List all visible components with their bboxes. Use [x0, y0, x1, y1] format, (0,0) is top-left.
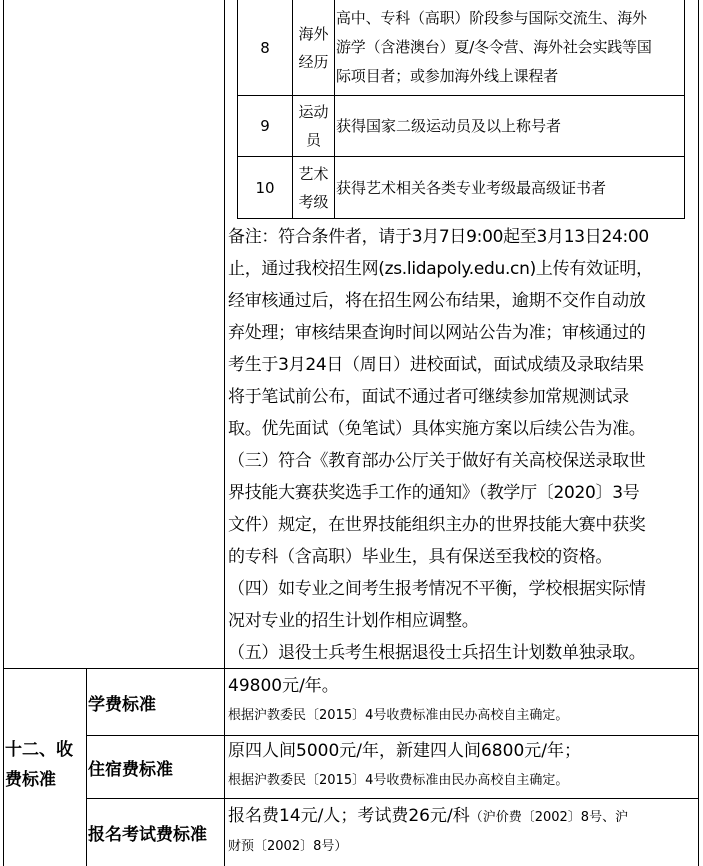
item-category: 艺术 考级	[298, 164, 329, 211]
fee-label-tuition: 学费标准	[88, 694, 156, 715]
fee-label-col-border	[86, 668, 87, 866]
outer-left-border	[3, 0, 4, 866]
item-number: 9	[260, 117, 270, 135]
item-description: 获得艺术相关各类专业考级最高级证书者	[336, 178, 607, 197]
label-column-border	[224, 0, 225, 866]
item-number: 8	[260, 38, 270, 57]
notes-paragraph: 备注：符合条件者，请于3月7日9:00起至3月13日24:00 止，通过我校招生网(zs.lidapoly.edu.cn)上传有效证明， 经审核通过后，将在招生网公布结果，逾期不交作自动放 弃处理；审核结果查询时间以网站公告为准；审核通过的 考生于3月24日（周日）进校面试，面试成绩及录取结果 将于笔试前公布，面试不通过者可继续参加常规测试录 取。优先面试（免笔试）具体实施方案以后续公告为准。 （三）符合《教育部办公厅关于做好有关高校保送录取世 界技能大赛获奖选手工作的通知》（教学厅〔2020〕3号 文件）规定，在世界技能组织主办的世界技能大赛中获奖 的专科（含高职）毕业生，具有保送至我校的资格。 （四）如专业之间考生报考情况不平衡，学校根据实际情 况对专业的招生计划作相应调整。 （五）退役士兵考生根据退役士兵招生计划数单独录取。	[228, 227, 653, 663]
inner-table-right-border	[684, 0, 685, 219]
inner-table-bottom-border	[237, 218, 685, 219]
fee-dorm-value: 原四人间5000元/年，新建四人间6800元/年； 根据沪教委民〔2015〕4号收费标准由民办高校自主确定。	[228, 741, 581, 788]
item-category: 运动 员	[298, 103, 329, 149]
fee-label-exam: 报名考试费标准	[88, 825, 207, 845]
item-description: 高中、专科（高职）阶段参与国际交流生、海外 游学（含港澳台）夏/冬令营、海外社会实践等国 际项目者；或参加海外线上课程者	[336, 9, 652, 85]
fee-label-dorm: 住宿费标准	[88, 759, 173, 780]
outer-right-border	[698, 0, 699, 866]
fee-tuition-value: 49800元/年。 根据沪教委民〔2015〕4号收费标准由民办高校自主确定。	[228, 676, 569, 723]
inner-table-col2-border	[334, 0, 335, 219]
fee-section-title: 十二、收 费标准	[5, 740, 73, 790]
item-category: 海外 经历	[298, 24, 329, 71]
item-description: 获得国家二级运动员及以上称号者	[336, 117, 562, 135]
fee-exam-value: 报名费14元/人；考试费26元/科（沪价费〔2002〕8号、沪 财预〔2002〕8号）	[228, 806, 629, 854]
item-number: 10	[255, 178, 275, 197]
